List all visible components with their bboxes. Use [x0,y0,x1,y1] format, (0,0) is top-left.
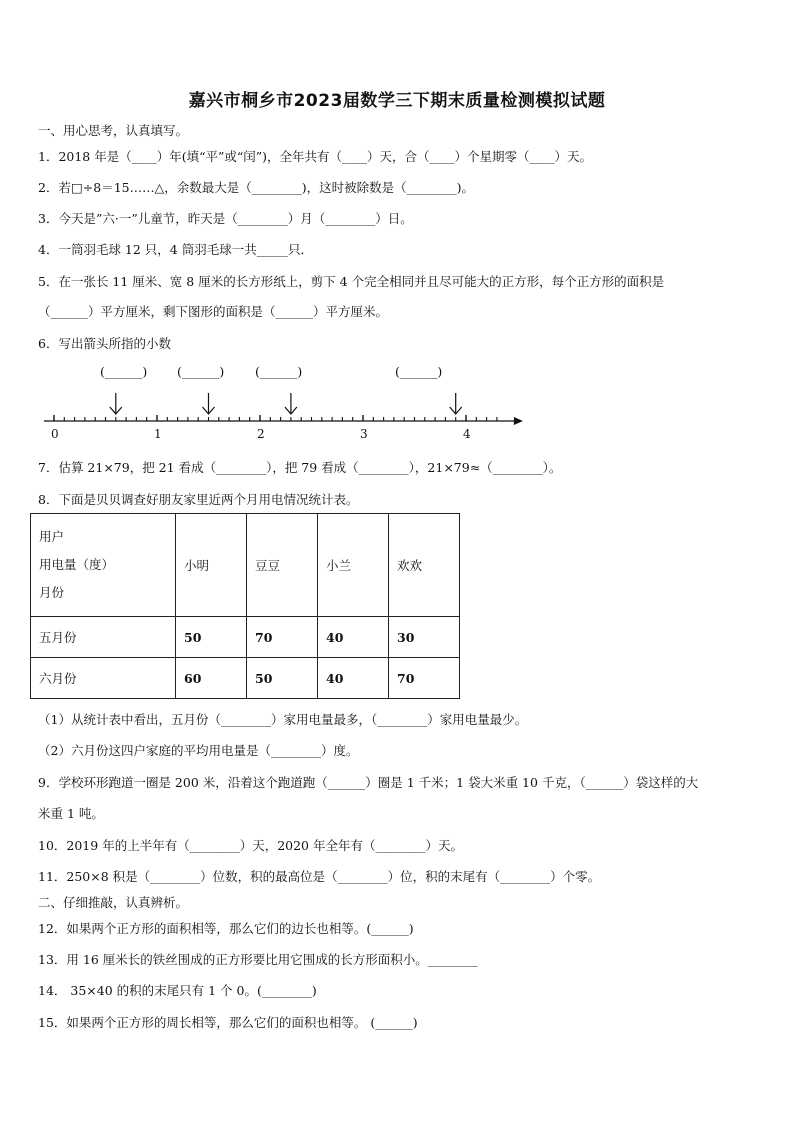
question-15: 15．如果两个正方形的周长相等，那么它们的面积也相等。 (______) [38,1015,418,1030]
question-9-line-2: 米重 1 吨。 [38,806,104,821]
question-7: 7．估算 21×79，把 21 看成（________），把 79 看成（________），21×79≈（________）。 [38,460,562,475]
question-9-line-1: 9．学校环形跑道一圈是 200 米，沿着这个跑道跑（______）圈是 1 千米；1 袋大米重 10 千克，（______）袋这样的大 [38,775,699,790]
table-col-header: 欢欢 [389,514,460,617]
table-cell: 40 [318,658,389,699]
table-cell: 70 [247,617,318,658]
table-row [31,658,460,699]
question-4: 4．一筒羽毛球 12 只，4 筒羽毛球一共_____只． [38,242,313,257]
section-heading-1: 一、用心思考，认真填写。 [38,123,189,138]
number-line-label: 4 [463,427,471,441]
number-line-label: 1 [154,427,162,441]
table-cell: 30 [389,617,460,658]
question-11: 11．250×8 积是（________）位数，积的最高位是（________）位，积的末尾有（________）个零。 [38,869,601,884]
numberline-blank-2: (______) [177,364,225,379]
question-8-2: （2）六月份这四户家庭的平均用电量是（________）度。 [38,743,359,758]
table-cell: 40 [318,617,389,658]
question-3: 3．今天是”六·一”儿童节，昨天是（________）月（________）日。 [38,211,413,226]
table-col-header: 豆豆 [247,514,318,617]
table-cell: 50 [247,658,318,699]
question-5-line-2: （______）平方厘米，剩下图形的面积是（______）平方厘米。 [38,304,389,319]
table-cell: 50 [176,617,247,658]
question-2: 2．若□÷8＝15……△，余数最大是（________)，这时被除数是（________)。 [38,180,474,195]
table-col-header: 小明 [176,514,247,617]
question-6: 6．写出箭头所指的小数 [38,336,171,351]
question-1: 1．2018 年是（____）年(填“平”或“闰”)，全年共有（____）天，合（____）个星期零（____）天。 [38,149,593,164]
number-line-label: 3 [360,427,368,441]
question-13: 13．用 16 厘米长的铁丝围成的正方形要比用它围成的长方形面积小。________ [38,952,478,967]
section-heading-2: 二、仔细推敲，认真辨析。 [38,895,189,910]
numberline-blank-4: (______) [395,364,443,379]
question-10: 10．2019 年的上半年有（________）天，2020 年全年有（________）天。 [38,838,463,853]
number-line-label: 2 [257,427,265,441]
question-8-1: （1）从统计表中看出，五月份（________）家用电量最多，（________）家用电量最少。 [38,712,528,727]
number-line-label: 0 [51,427,59,441]
question-12: 12．如果两个正方形的面积相等，那么它们的边长也相等。(______) [38,921,414,936]
table-col-header: 小兰 [318,514,389,617]
electricity-table [30,513,460,699]
table-row-label: 六月份 [31,658,176,699]
table-cell: 70 [389,658,460,699]
question-8: 8．下面是贝贝调查好朋友家里近两个月用电情况统计表。 [38,492,359,507]
table-cell: 60 [176,658,247,699]
question-14: 14． 35×40 的积的末尾只有 1 个 0。(________) [38,983,317,998]
numberline-blank-3: (______) [255,364,303,379]
page-title: 嘉兴市桐乡市2023届数学三下期末质量检测模拟试题 [188,91,606,111]
table-header-cell: 用户 用电量（度） 月份 [31,514,176,617]
table-row-label: 五月份 [31,617,176,658]
table-row [31,617,460,658]
numberline-blank-1: (______) [100,364,148,379]
number-line-arrowhead [514,417,523,425]
question-5-line-1: 5．在一张长 11 厘米、宽 8 厘米的长方形纸上，剪下 4 个完全相同并且尽可能大的正方形，每个正方形的面积是 [38,274,665,289]
